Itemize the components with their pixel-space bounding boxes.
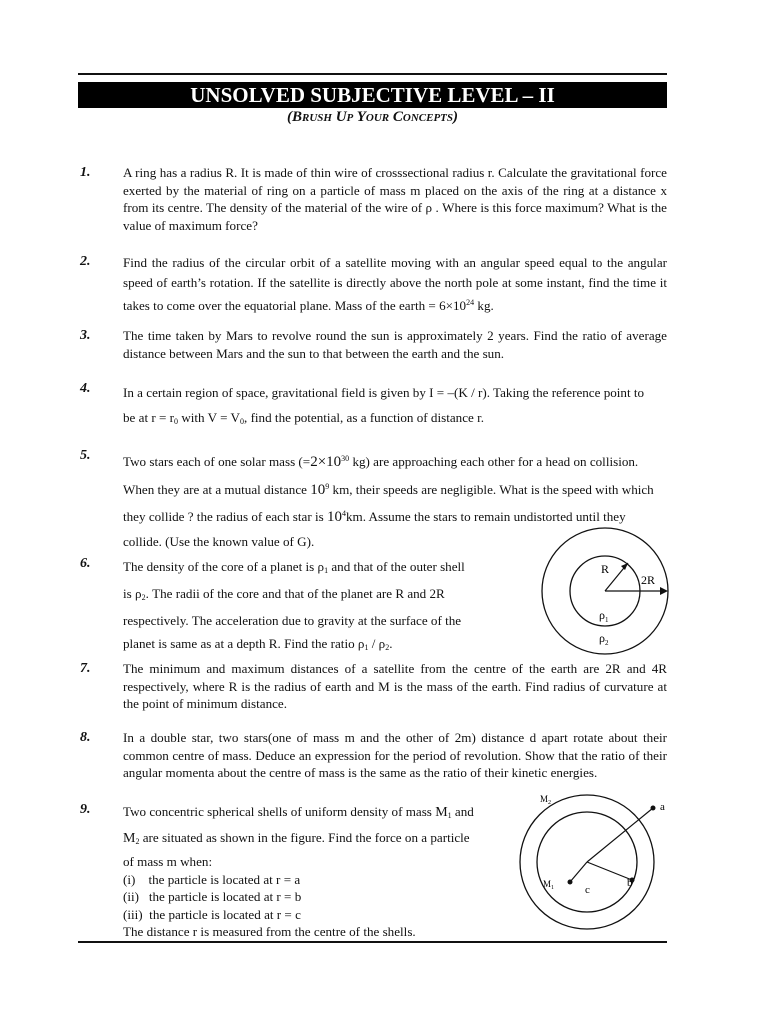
question-number: 2. <box>80 254 91 269</box>
point-c <box>568 880 573 885</box>
label-R: R <box>601 562 610 576</box>
page-subtitle: (Brush Up Your Concepts) <box>287 109 458 125</box>
question-number: 6. <box>80 556 91 571</box>
question-number: 5. <box>80 448 91 463</box>
math-M1: $M_1$ <box>435 805 452 820</box>
math-M2: $M_2$ <box>123 831 140 846</box>
radius-a-line <box>587 808 653 862</box>
question-text: The minimum and maximum distances of a satellite from the centre of the earth are 2R and 4R respectively, where R is the radius of earth and M is the mass of the earth. Find radius of curvature at the point of minimum distance. <box>123 661 667 711</box>
math-earth-mass: = $6\times 10^{24}$ <box>428 298 475 313</box>
math-r0: $r = r_0$ <box>151 410 179 426</box>
math-distance: $10^9$ <box>310 481 330 498</box>
label-M2: $M_2$ <box>540 794 552 806</box>
question-number: 8. <box>80 730 91 745</box>
math-solar-mass: $2\times 10^{30}$ <box>310 454 350 470</box>
label-b: b <box>627 877 633 889</box>
question-text: Two stars each of one solar mass ($=2\times 10^{30}$ kg) are approaching each other for a head on collision. When they are at a mutual distance $10^9$ km, their speeds are negligible. What is the speed with which they collide ? the radius of each star is $10^4km$. Assume the stars to remain undistorted until they collide. (Use the known value of G). <box>123 454 654 549</box>
math-rho2: $\rho_2$ <box>135 586 146 602</box>
math-v0: $V = V_0$ <box>207 410 245 426</box>
label-rho2: $\rho_2$ <box>599 631 609 647</box>
radius-c-line <box>570 862 587 882</box>
label-a: a <box>660 801 665 813</box>
radius-b-line <box>587 862 632 880</box>
arrow-head <box>660 587 668 595</box>
page-title: UNSOLVED SUBJECTIVE LEVEL – II <box>78 82 667 108</box>
question-number: 4. <box>80 381 91 396</box>
question-text: In a certain region of space, gravitational field is given by I = –(K / r). Taking the reference point to be at $r = r_0$ with $V = V_0$, find the potential, as a function of distance r. <box>123 385 645 426</box>
question-text: A ring has a radius R. It is made of thin wire of crosssectional radius r. Calculate the gravitational force exerted by the material of ring on a particle of mass m placed on the axis of the ring at a distance x from its centre. The density of the material of the wire of ρ . Where is this force maximum? What is the value of maximum force? <box>123 165 667 233</box>
label-rho1: $\rho_1$ <box>599 608 609 624</box>
question-number: 7. <box>80 661 91 676</box>
math-radius: $10^4$ <box>326 509 346 525</box>
question-number: 3. <box>80 328 91 343</box>
point-a <box>651 806 656 811</box>
question-text: Two concentric spherical shells of uniform density of mass $M_1$ and $M_2$ are situated as shown in the figure. Find the force on a particle of mass m when: (i) the particle is located at r = a (ii) the particle is located at r = b (iii) the particle is located at r = c The distance r is measured from the centre of the shells. <box>123 801 493 941</box>
question-text: The density of the core of a planet is $\rho_1$ and that of the outer shell is $\rho_2$. The radii of the core and that of the planet are R and 2R respectively. The acceleration due to gravity at the surface of the planet is same as at a depth R. Find the ratio $\rho_1 / \rho_2$. <box>123 559 465 652</box>
arrow-head <box>621 563 628 570</box>
question-number: 1. <box>80 165 91 180</box>
question-text: The time taken by Mars to revolve round the sun is approximately 2 years. Find the ratio of average distance between Mars and the sun to that between the earth and the sun. <box>123 328 667 361</box>
question-number: 9. <box>80 802 91 817</box>
list-item: (i) the particle is located at r = a <box>123 871 301 887</box>
list-item: (iii) the particle is located at r = c <box>123 906 301 922</box>
bottom-rule <box>78 941 667 943</box>
label-2R: 2R <box>641 573 656 587</box>
planet-core-figure <box>535 526 675 656</box>
question-text: Find the radius of the circular orbit of a satellite moving with an angular speed equal to the angular speed of earth’s rotation. If the satellite is directly above the north pole at some instant, find the time it takes to come over the equatorial plane. Mass of the earth = $6\times 10^{24}$ kg. <box>123 255 667 313</box>
math-ratio: $\rho_1 / \rho_2$ <box>357 636 390 652</box>
math-field: I = –(K / r) <box>429 385 487 400</box>
label-M1: $M_1$ <box>543 879 555 891</box>
question-text: In a double star, two stars(one of mass m and the other of 2m) distance d apart rotate about their common centre of mass. Deduce an expression for the period of revolution. Show that the ratio of their angular momenta about the centre of mass is the same as the ratio of their kinetic energies. <box>123 730 667 780</box>
list-item: (ii) the particle is located at r = b <box>123 889 302 904</box>
top-rule <box>78 73 667 75</box>
concentric-shells-figure <box>515 790 675 935</box>
math-rho1: $\rho_1$ <box>317 559 329 575</box>
label-c: c <box>585 884 590 896</box>
